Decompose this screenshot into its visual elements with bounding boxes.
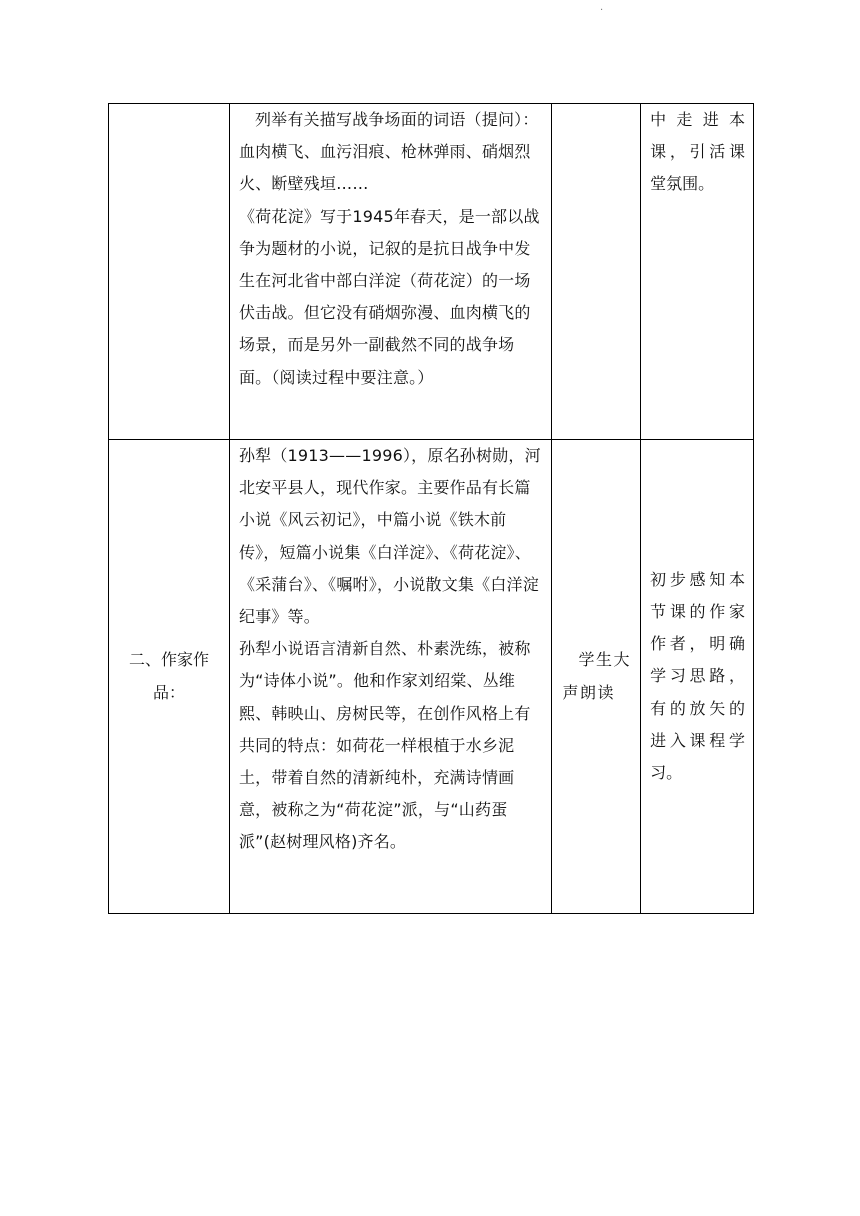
content-cell (229, 440, 552, 914)
purpose-text: 初步感知本节课的作家作者，明确学习思路，有的放矢的进入课程学习。 (650, 569, 745, 782)
table-row (109, 104, 754, 440)
section-cell: 二、作家作品： (109, 440, 230, 914)
content-paragraph: 列举有关描写战争场面的词语（提问）：血肉横飞、血污泪痕、枪林弹雨、硝烟烈火、断壁残垣…… (238, 110, 539, 194)
purpose-cell (641, 440, 754, 914)
method-cell (552, 440, 641, 914)
method-text: 学生大声朗读 (562, 650, 631, 702)
content-paragraph: 孙犁（1913——1996），原名孙树勋，河北安平县人，现代作家。主要作品有长篇小说《风云初记》，中篇小说《铁木前传》，短篇小说集《白洋淀》、《荷花淀》、《采蒲台》、《嘱咐》，小说散文集《白洋淀纪事》等。 (238, 446, 541, 627)
page-marker: . (600, 2, 604, 13)
section-cell (109, 104, 230, 440)
content-paragraph: 孙犁小说语言清新自然、朴素洗练，被称为“诗体小说”。他和作家刘绍棠、丛维熙、韩映山、房树民等，在创作风格上有共同的特点：如荷花一样根植于水乡泥土，带着自然的清新纯朴，充满诗情画意，被称之为“荷花淀”派，与“山药蛋派”(赵树理风格)齐名。 (238, 639, 531, 852)
table-row (109, 440, 754, 914)
content-cell (229, 104, 552, 440)
method-cell (552, 104, 641, 440)
purpose-cell (641, 104, 754, 440)
lesson-plan-table (108, 103, 754, 914)
purpose-text: 中走进本课，引活课堂氛围。 (650, 110, 745, 194)
content-paragraph: 《荷花淀》写于1945年春天，是一部以战争为题材的小说，记叙的是抗日战争中发生在河北省中部白洋淀（荷花淀）的一场伏击战。但它没有硝烟弥漫、血肉横飞的场景，而是另外一副截然不同的战争场面。（阅读过程中要注意。） (238, 206, 540, 387)
